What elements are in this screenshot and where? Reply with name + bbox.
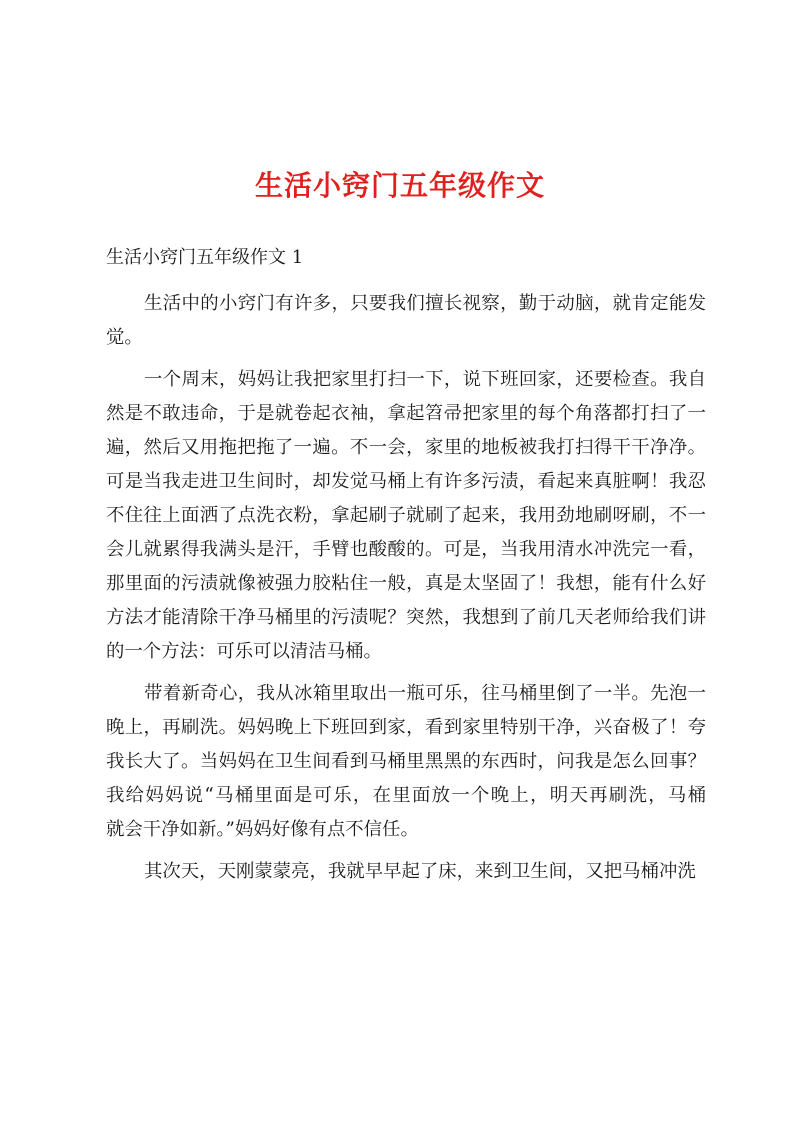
document-title: 生活小窍门五年级作文: [254, 169, 545, 202]
paragraph-line: 不住往上面洒了点洗衣粉，拿起刷子就刷了起来，我用劲地刷呀刷，不一: [106, 505, 706, 526]
paragraph: [106, 855, 706, 889]
paragraph-line: 遍，然后又用拖把拖了一遍。不一会，家里的地板被我打扫得干干净净。: [106, 437, 706, 458]
paragraph-line: 会儿就累得我满头是汗，手臂也酸酸的。可是，当我用清水冲洗完一看，: [106, 539, 706, 560]
paragraph-line: 生活中的小窍门有许多，只要我们擅长视察，勤于动脑，就肯定能发: [144, 293, 706, 314]
section-heading: 生活小窍门五年级作文 1: [106, 247, 304, 268]
paragraph-line: 晚上，再刷洗。妈妈晚上下班回到家，看到家里特别干净，兴奋极了！夸: [106, 717, 706, 738]
paragraph-line: 其次天，天刚蒙蒙亮，我就早早起了床，来到卫生间，又把马桶冲洗: [144, 861, 696, 882]
paragraph-line: 可是当我走进卫生间时，却发觉马桶上有许多污渍，看起来真脏啊！我忍: [106, 471, 706, 492]
article-body: [106, 287, 706, 897]
paragraph-line: 我给妈妈说“马桶里面是可乐，在里面放一个晚上，明天再刷洗，马桶: [106, 785, 706, 806]
paragraph-line: 就会干净如新。”妈妈好像有点不信任。: [106, 819, 419, 840]
paragraph-line: 我长大了。当妈妈在卫生间看到马桶里黑黑的东西时，问我是怎么回事？: [106, 751, 706, 772]
paragraph-line: 那里面的污渍就像被强力胶粘住一般，真是太坚固了！我想，能有什么好: [106, 573, 706, 594]
paragraph: [106, 287, 706, 355]
paragraph: [106, 677, 706, 847]
paragraph-line: 方法才能清除干净马桶里的污渍呢？突然，我想到了前几天老师给我们讲: [106, 607, 706, 628]
paragraph-line: 一个周末，妈妈让我把家里打扫一下，说下班回家，还要检查。我自: [144, 369, 706, 390]
paragraph-line: 然是不敢违命，于是就卷起衣袖，拿起笤帚把家里的每个角落都打扫了一: [106, 403, 706, 424]
paragraph: [106, 363, 706, 669]
paragraph-line: 的一个方法：可乐可以清洁马桶。: [106, 641, 382, 662]
paragraph-line: 带着新奇心，我从冰箱里取出一瓶可乐，往马桶里倒了一半。先泡一: [144, 683, 706, 704]
paragraph-line: 觉。: [106, 327, 143, 348]
